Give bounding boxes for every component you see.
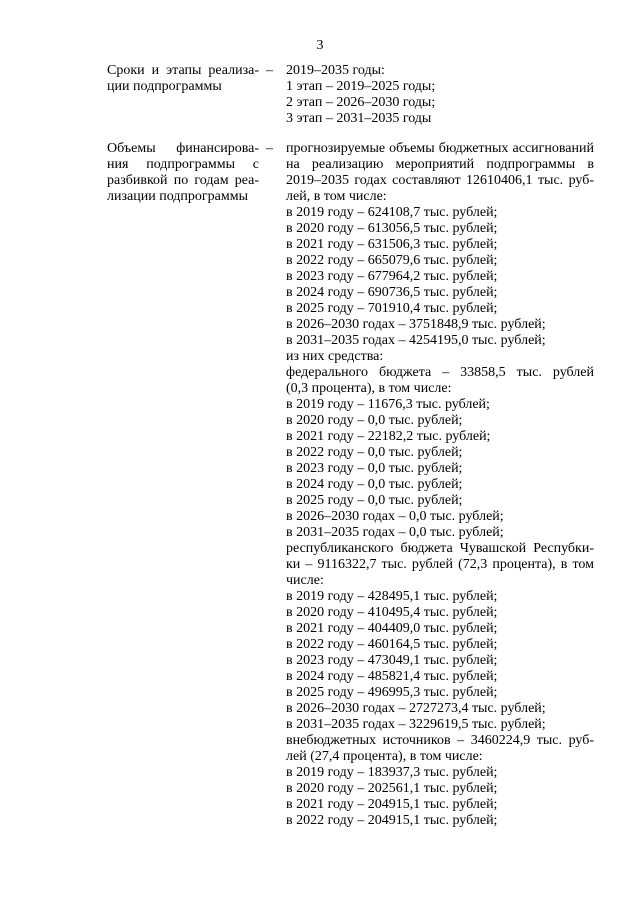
value-line: на реализацию мероприятий подпрограммы в: [286, 157, 594, 172]
value-line: в 2020 году – 613056,5 тыс. рублей;: [286, 221, 498, 236]
value-line: в 2031–2035 годах – 0,0 тыс. рублей;: [286, 525, 504, 540]
value-line: в 2023 году – 677964,2 тыс. рублей;: [286, 269, 498, 284]
value-line: в 2024 году – 0,0 тыс. рублей;: [286, 477, 463, 492]
value-line: в 2020 году – 0,0 тыс. рублей;: [286, 413, 463, 428]
value-line: 2019–2035 годы:: [286, 63, 385, 78]
value-line: внебюджетных источников – 3460224,9 тыс. руб-: [286, 733, 594, 748]
value-line: 2019–2035 годах составляют 12610406,1 тыс. руб-: [286, 173, 594, 188]
value-line: в 2021 году – 22182,2 тыс. рублей;: [286, 429, 491, 444]
label-line: разбивкой по годам реа-: [107, 173, 259, 188]
value-line: в 2019 году – 183937,3 тыс. рублей;: [286, 765, 498, 780]
value-line: 1 этап – 2019–2025 годы;: [286, 79, 436, 94]
value-line: в 2022 году – 0,0 тыс. рублей;: [286, 445, 463, 460]
value-line: из них средства:: [286, 349, 384, 364]
value-line: в 2025 году – 496995,3 тыс. рублей;: [286, 685, 498, 700]
value-line: числе:: [286, 573, 324, 588]
value-line: в 2020 году – 202561,1 тыс. рублей;: [286, 781, 498, 796]
value-line: в 2024 году – 485821,4 тыс. рублей;: [286, 669, 498, 684]
value-line: федерального бюджета – 33858,5 тыс. рублей: [286, 365, 594, 380]
row-value: [286, 63, 594, 127]
value-line: в 2026–2030 годах – 0,0 тыс. рублей;: [286, 509, 504, 524]
value-line: в 2022 году – 665079,6 тыс. рублей;: [286, 253, 498, 268]
page-number: 3: [316, 38, 324, 53]
value-line: (0,3 процента), в том числе:: [286, 381, 452, 396]
value-line: в 2026–2030 годах – 3751848,9 тыс. рублей;: [286, 317, 546, 332]
row-label: [107, 63, 259, 95]
row-label: [107, 141, 259, 205]
value-line: ки – 9116322,7 тыс. рублей (72,3 процента), в том: [286, 557, 594, 572]
row-dash: –: [266, 141, 273, 156]
value-line: в 2022 году – 204915,1 тыс. рублей;: [286, 813, 498, 828]
value-line: в 2021 году – 631506,3 тыс. рублей;: [286, 237, 498, 252]
value-line: в 2023 году – 0,0 тыс. рублей;: [286, 461, 463, 476]
value-line: в 2019 году – 428495,1 тыс. рублей;: [286, 589, 498, 604]
row-value: [286, 141, 594, 829]
value-line: лей, в том числе:: [286, 189, 387, 204]
label-line: Объемы финансирова-: [107, 141, 259, 156]
value-line: прогнозируемые объемы бюджетных ассигнований: [286, 141, 594, 156]
value-line: в 2022 году – 460164,5 тыс. рублей;: [286, 637, 498, 652]
label-line: Сроки и этапы реализа-: [107, 63, 259, 78]
value-line: республиканского бюджета Чувашской Респубки-: [286, 541, 594, 556]
value-line: в 2025 году – 701910,4 тыс. рублей;: [286, 301, 498, 316]
value-line: в 2020 году – 410495,4 тыс. рублей;: [286, 605, 498, 620]
value-line: в 2024 году – 690736,5 тыс. рублей;: [286, 285, 498, 300]
value-line: в 2025 году – 0,0 тыс. рублей;: [286, 493, 463, 508]
value-line: в 2023 году – 473049,1 тыс. рублей;: [286, 653, 498, 668]
value-line: в 2021 году – 404409,0 тыс. рублей;: [286, 621, 498, 636]
value-line: 3 этап – 2031–2035 годы: [286, 111, 432, 126]
value-line: в 2026–2030 годах – 2727273,4 тыс. рублей;: [286, 701, 546, 716]
label-line: ции подпрограммы: [107, 79, 222, 94]
label-line: лизации подпрограммы: [107, 189, 248, 204]
row-dash: –: [266, 63, 273, 78]
label-line: ния подпрограммы с: [107, 157, 259, 172]
value-line: в 2019 году – 11676,3 тыс. рублей;: [286, 397, 490, 412]
value-line: 2 этап – 2026–2030 годы;: [286, 95, 436, 110]
value-line: в 2031–2035 годах – 4254195,0 тыс. рублей;: [286, 333, 546, 348]
value-line: лей (27,4 процента), в том числе:: [286, 749, 483, 764]
value-line: в 2031–2035 годах – 3229619,5 тыс. рублей;: [286, 717, 546, 732]
value-line: в 2019 году – 624108,7 тыс. рублей;: [286, 205, 498, 220]
value-line: в 2021 году – 204915,1 тыс. рублей;: [286, 797, 498, 812]
